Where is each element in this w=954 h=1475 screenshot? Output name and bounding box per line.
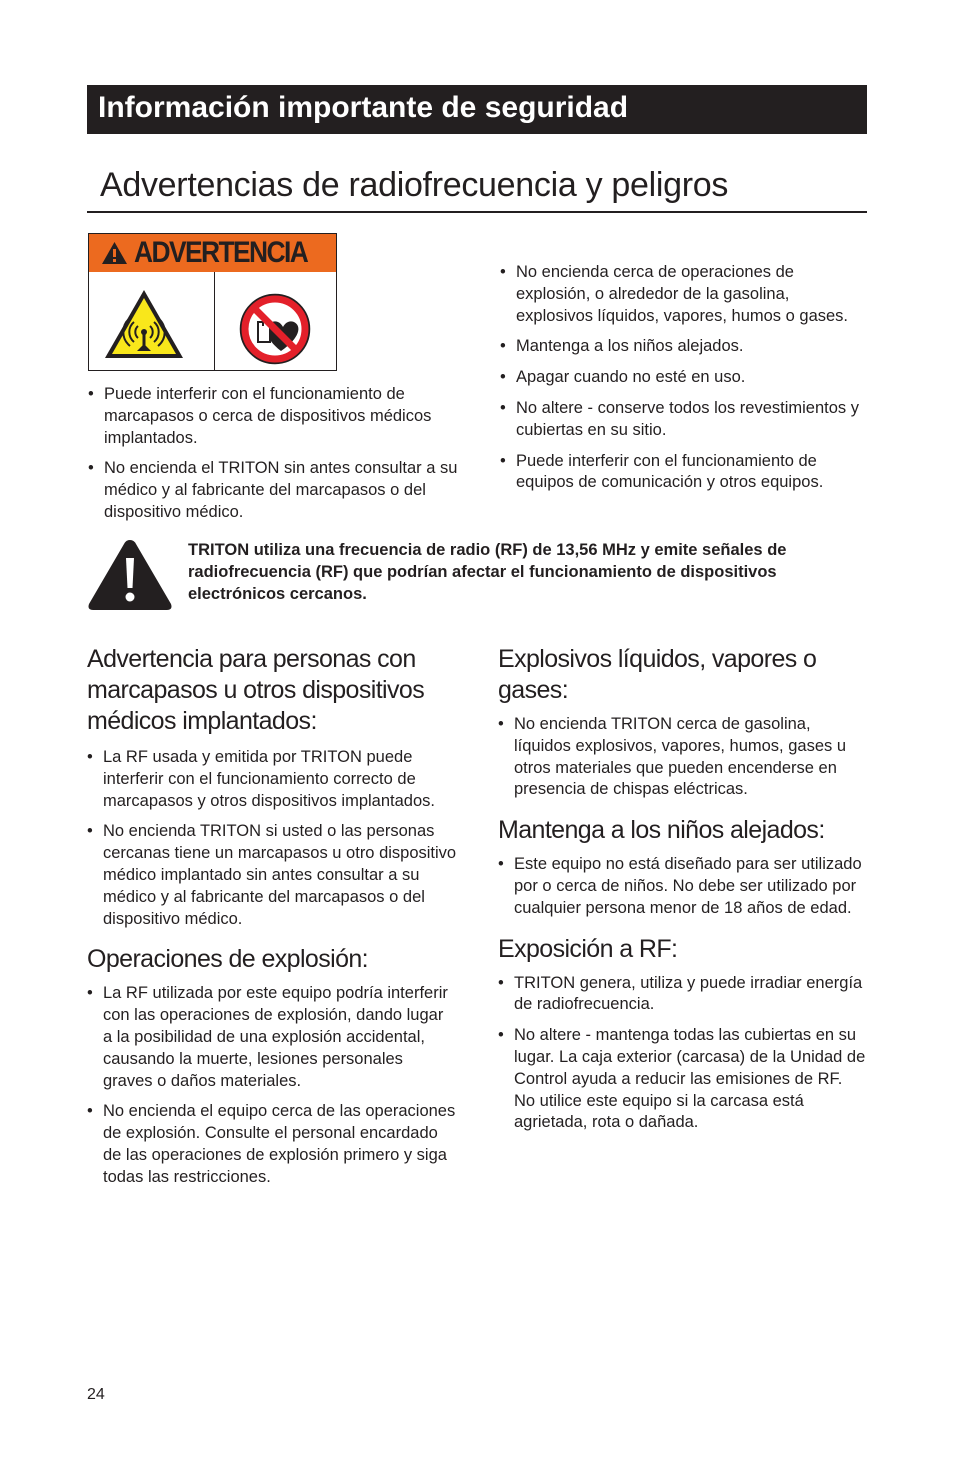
list-item: • Este equipo no está diseñado para ser utilizado por o cerca de niños. No debe ser utilizado por cualquier persona menor de 18 años de edad. — [498, 854, 866, 919]
left-column — [87, 644, 457, 1198]
section-heading-pacemaker: Advertencia para personas con marcapasos u otros dispositivos médicos implantados: — [87, 645, 425, 735]
left-bullet-list — [88, 384, 458, 533]
list-item: • No encienda TRITON cerca de gasolina, líquidos explosivos, vapores, humos, gases u otros materiales que pueden encenderse en presencia de chispas eléctricas. — [498, 714, 866, 801]
pacemaker-bullets — [87, 747, 457, 930]
page-number: 24 — [87, 1386, 105, 1403]
no-pacemaker-icon — [236, 290, 314, 368]
warning-header — [89, 234, 336, 272]
list-item: • TRITON genera, utiliza y puede irradiar energía de radiofrecuencia. — [498, 973, 866, 1017]
list-item: • No encienda cerca de operaciones de explosión, o alrededor de la gasolina, explosivos líquidos, vapores, humos o gases. — [500, 262, 868, 327]
list-item: • La RF usada y emitida por TRITON puede interferir con el funcionamiento correcto de marcapasos y otros dispositivos implantados. — [87, 747, 457, 812]
section-heading-explosion: Operaciones de explosión: — [87, 945, 369, 974]
warning-box — [88, 233, 337, 371]
section-heading-explosives: Explosivos líquidos, vapores o gases: — [498, 645, 817, 704]
list-item: • No altere - mantenga todas las cubiertas en su lugar. La caja exterior (carcasa) de la Unidad de Control ayuda a reducir las emisiones de RF. No utilice este equipo si la carcasa está agrietada, rota o dañada. — [498, 1025, 866, 1134]
list-item: • No altere - conserve todos los revestimientos y cubiertas en su sitio. — [500, 398, 868, 442]
list-item: • Puede interferir con el funcionamiento de equipos de comunicación y otros equipos. — [500, 451, 868, 495]
list-item: • Mantenga a los niños alejados. — [500, 336, 868, 358]
rf-exposure-bullets — [498, 973, 866, 1135]
list-item: • Puede interferir con el funcionamiento de marcapasos o cerca de dispositivos médicos implantados. — [88, 384, 458, 449]
list-item: • Apagar cuando no esté en uso. — [500, 367, 868, 389]
title-divider — [87, 211, 867, 213]
page-title: Advertencias de radiofrecuencia y peligros — [100, 166, 729, 204]
explosion-bullets — [87, 983, 457, 1188]
right-bullet-list — [500, 262, 868, 503]
list-item: • No encienda el TRITON sin antes consultar a su médico y al fabricante del marcapasos o del dispositivo médico. — [88, 458, 458, 523]
section-heading-children: Mantenga a los niños alejados: — [498, 816, 825, 845]
right-column — [498, 644, 866, 1143]
section-heading-rf-exposure: Exposición a RF: — [498, 934, 678, 963]
warning-box-divider — [214, 272, 215, 370]
radiation-warning-icon — [102, 287, 186, 361]
warning-triangle-icon — [101, 241, 128, 265]
banner-title: Información importante de seguridad — [98, 91, 629, 124]
section-banner — [87, 85, 867, 134]
explosives-bullets — [498, 714, 866, 801]
rf-alert-text: TRITON utiliza una frecuencia de radio (RF) de 13,56 MHz y emite señales de radiofrecuencia (RF) que podrían afectar el funcionamiento de dispositivos electrónicos cercanos. — [188, 541, 787, 603]
list-item: • No encienda el equipo cerca de las operaciones de explosión. Consulte el personal encardado de las operaciones de explosión primero y siga todas las restricciones. — [87, 1101, 457, 1188]
list-item: • La RF utilizada por este equipo podría interferir con las operaciones de explosión, dando lugar a la posibilidad de una explosión accidental, causando la muerte, lesiones personales graves o daños materiales. — [87, 983, 457, 1092]
warning-label: ADVERTENCIA — [134, 236, 308, 269]
list-item: • No encienda TRITON si usted o las personas cercanas tiene un marcapasos u otro dispositivo médico implantado sin antes consultar a su médico y al fabricante del marcapasos o del dispositivo médico. — [87, 821, 457, 930]
exclamation-warning-icon — [87, 538, 173, 612]
children-bullets — [498, 854, 866, 919]
